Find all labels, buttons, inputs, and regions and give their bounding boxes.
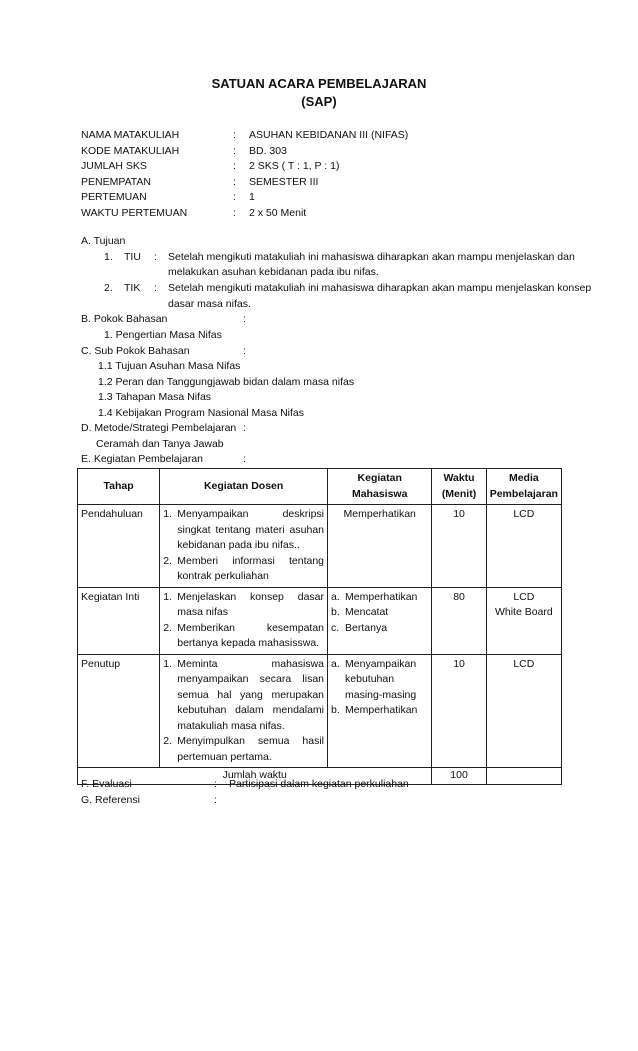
- meta-key: PENEMPATAN: [81, 175, 152, 188]
- meta-colon: :: [233, 160, 236, 172]
- meta-row: [81, 190, 561, 206]
- list-item: [163, 621, 324, 652]
- meta-colon: :: [233, 206, 236, 219]
- total-empty-cell: [486, 768, 561, 785]
- dosen-list: [163, 657, 324, 766]
- item-text: Meminta mahasiswa menyampaikan secara lisan semua hal yang merupakan kebutuhan dalam mendalami matakuliah masa nifas.: [177, 657, 325, 732]
- section-a-label: A. Tujuan: [81, 235, 126, 247]
- sub-topic-item: 1.2 Peran dan Tanggungjawab bidan dalam masa nifas: [98, 376, 355, 388]
- item-number: 2.: [163, 554, 173, 567]
- meta-colon: :: [233, 191, 236, 203]
- mahasiswa-list: [331, 590, 428, 637]
- list-item: [331, 590, 428, 606]
- section-b-label: B. Pokok Bahasan: [81, 313, 168, 325]
- table-row: [78, 654, 562, 768]
- mahasiswa-list: [331, 657, 428, 719]
- list-item: [331, 703, 428, 719]
- section-e-colon: :: [243, 453, 246, 465]
- item-letter: a.: [331, 590, 340, 603]
- header-waktu-line1: Waktu: [443, 472, 475, 484]
- table-header-row: [78, 469, 562, 505]
- header-tahap: Tahap: [78, 469, 160, 505]
- item-text: Bertanya: [345, 621, 388, 634]
- meta-colon: :: [233, 144, 236, 157]
- meta-value: 2 x 50 Menit: [249, 206, 307, 219]
- header-media-line2: Pembelajaran: [489, 487, 558, 500]
- item-number: 2.: [163, 621, 173, 634]
- section-f-label: F. Evaluasi: [81, 778, 132, 790]
- meta-key: KODE MATAKULIAH: [81, 144, 180, 157]
- section-b-colon: :: [243, 313, 246, 325]
- cell-mahasiswa: [328, 654, 432, 768]
- section-f-colon: :: [214, 778, 217, 790]
- sub-topic-item: 1.1 Tujuan Asuhan Masa Nifas: [98, 360, 241, 372]
- section-d-colon: :: [243, 422, 246, 434]
- meta-key: JUMLAH SKS: [81, 160, 147, 172]
- section-c-label: C. Sub Pokok Bahasan: [81, 345, 190, 357]
- header-media: [486, 469, 561, 505]
- sub-topic-item: 1.3 Tahapan Masa Nifas: [98, 391, 212, 403]
- cell-mahasiswa: [328, 587, 432, 654]
- item-text: Menyampaikan kebutuhan masing-masing: [345, 657, 417, 701]
- header-kegiatan-mahasiswa: Kegiatan Mahasiswa: [328, 469, 432, 505]
- cell-waktu: 10: [432, 654, 486, 768]
- section-b-item: 1. Pengertian Masa Nifas: [104, 329, 222, 341]
- section-g-label: G. Referensi: [81, 794, 140, 806]
- section-g-colon: :: [214, 794, 217, 806]
- tiu-colon: :: [154, 251, 157, 263]
- cell-tahap: Penutup: [78, 654, 160, 768]
- list-item: [163, 507, 324, 554]
- tiu-text-1: Setelah mengikuti matakuliah ini mahasiswa diharapkan akan mampu menjelaskan dan: [168, 251, 575, 263]
- item-text: Menyimpulkan semua hasil pertemuan pertama.: [177, 735, 325, 763]
- header-kegiatan-dosen: Kegiatan Dosen: [160, 469, 328, 505]
- meta-row: [81, 175, 561, 191]
- item-text: Memberi informasi tentang kontrak perkuliahan: [177, 554, 325, 582]
- table-row: [78, 505, 562, 588]
- tik-text-2: dasar masa nifas.: [168, 298, 251, 310]
- item-number: 2.: [163, 735, 173, 747]
- cell-waktu: 10: [432, 505, 486, 588]
- meta-row: [81, 159, 561, 175]
- section-d-item: Ceramah dan Tanya Jawab: [96, 438, 224, 450]
- section-d-label: D. Metode/Strategi Pembelajaran: [81, 422, 237, 434]
- header-waktu-line2: (Menit): [441, 487, 477, 500]
- header-media-line1: Media: [508, 472, 539, 484]
- document-title: SATUAN ACARA PEMBELAJARAN: [211, 76, 427, 91]
- tik-colon: :: [154, 282, 157, 294]
- cell-media: [486, 587, 561, 654]
- list-item: [163, 554, 324, 585]
- meta-row: [81, 206, 561, 222]
- total-label: Jumlah waktu: [78, 768, 432, 785]
- list-item: [163, 734, 324, 765]
- list-item: [163, 657, 324, 735]
- meta-value: 1: [249, 191, 255, 203]
- media-item: LCD: [513, 657, 535, 670]
- item-number: 1.: [163, 590, 173, 603]
- cell-dosen: [160, 654, 328, 768]
- media-item: LCD: [513, 508, 535, 520]
- dosen-list: [163, 507, 324, 585]
- meta-key: NAMA MATAKULIAH: [81, 129, 180, 141]
- meta-row: [81, 128, 561, 144]
- list-item: [331, 621, 428, 637]
- item-number: 1.: [163, 657, 173, 670]
- total-value: 100: [432, 768, 486, 785]
- tik-label: TIK: [124, 282, 141, 294]
- table-row: [78, 587, 562, 654]
- section-e-label: E. Kegiatan Pembelajaran: [81, 453, 203, 465]
- meta-value: BD. 303: [249, 144, 287, 157]
- cell-mahasiswa: Memperhatikan: [328, 505, 432, 588]
- tiu-label: TIU: [124, 251, 141, 263]
- tik-number: 2.: [104, 282, 113, 294]
- document-subtitle: (SAP): [301, 94, 337, 109]
- section-c-colon: :: [243, 345, 246, 357]
- cell-dosen: [160, 587, 328, 654]
- header-waktu: [432, 469, 486, 505]
- item-number: 1.: [163, 508, 173, 520]
- item-letter: c.: [331, 621, 340, 634]
- meta-value: 2 SKS ( T : 1, P : 1): [249, 160, 340, 172]
- item-letter: a.: [331, 657, 340, 670]
- item-text: Menjelaskan konsep dasar masa nifas: [177, 590, 325, 618]
- cell-waktu: 80: [432, 587, 486, 654]
- meta-row: [81, 144, 561, 160]
- list-item: [163, 590, 324, 621]
- list-item: [331, 657, 428, 704]
- tik-text-1: Setelah mengikuti matakuliah ini mahasiswa diharapkan akan mampu menjelaskan konsep: [168, 282, 592, 294]
- cell-media: [486, 505, 561, 588]
- cell-tahap: Pendahuluan: [78, 505, 160, 588]
- section-f-value: Partisipasi dalam kegiatan perkuliahan: [229, 778, 409, 790]
- meta-colon: :: [233, 175, 236, 188]
- media-item: LCD: [513, 590, 535, 603]
- sub-topic-item: 1.4 Kebijakan Program Nasional Masa Nifas: [98, 407, 305, 419]
- meta-value: SEMESTER III: [249, 175, 319, 188]
- item-letter: b.: [331, 606, 340, 618]
- meta-key: PERTEMUAN: [81, 191, 147, 203]
- course-info: [81, 128, 561, 221]
- dosen-list: [163, 590, 324, 652]
- meta-colon: :: [233, 129, 236, 141]
- tiu-number: 1.: [104, 251, 113, 263]
- item-text: Mencatat: [345, 606, 389, 618]
- meta-key: WAKTU PERTEMUAN: [81, 206, 188, 219]
- activity-table: [77, 468, 562, 785]
- meta-value: ASUHAN KEBIDANAN III (NIFAS): [249, 129, 409, 141]
- cell-media: [486, 654, 561, 768]
- item-text: Memberikan kesempatan bertanya kepada mahasisswa.: [177, 621, 325, 649]
- tiu-text-2: melakukan asuhan kebidanan pada ibu nifas.: [168, 266, 379, 278]
- list-item: [331, 605, 428, 621]
- cell-tahap: Kegiatan Inti: [78, 587, 160, 654]
- item-letter: b.: [331, 704, 340, 716]
- item-text: Menyampaikan deskripsi singkat tentang materi asuhan kebidanan pada ibu nifas..: [177, 508, 325, 551]
- item-text: Memperhatikan: [345, 704, 418, 716]
- cell-dosen: [160, 505, 328, 588]
- item-text: Memperhatikan: [345, 590, 418, 603]
- media-item: White Board: [494, 606, 553, 618]
